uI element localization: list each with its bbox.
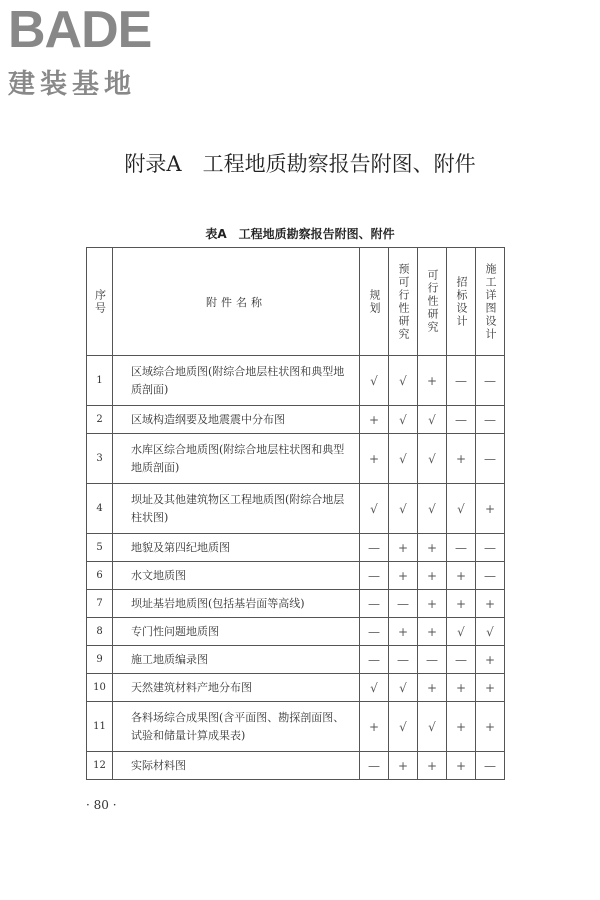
stage-mark: + bbox=[418, 534, 447, 562]
stage-mark: + bbox=[476, 646, 505, 674]
stage-mark: — bbox=[476, 406, 505, 434]
stage-mark: — bbox=[447, 406, 476, 434]
row-number: 1 bbox=[87, 356, 113, 406]
stage-mark: √ bbox=[476, 618, 505, 646]
attachment-name: 天然建筑材料产地分布图 bbox=[113, 674, 360, 702]
stage-mark: + bbox=[360, 702, 389, 752]
column-header-planning: 规划 bbox=[360, 248, 389, 356]
stage-mark: — bbox=[360, 562, 389, 590]
stage-mark: + bbox=[418, 618, 447, 646]
column-header-feasibility: 可行性研究 bbox=[418, 248, 447, 356]
table-caption: 表A 工程地质勘察报告附图、附件 bbox=[205, 227, 395, 241]
column-header-tender-design: 招标设计 bbox=[447, 248, 476, 356]
stage-mark: √ bbox=[389, 356, 418, 406]
row-number: 11 bbox=[87, 702, 113, 752]
table-row bbox=[87, 590, 505, 618]
logo bbox=[8, 1, 198, 101]
stage-mark: √ bbox=[389, 674, 418, 702]
stage-mark: — bbox=[360, 618, 389, 646]
stage-mark: √ bbox=[418, 406, 447, 434]
stage-mark: + bbox=[418, 562, 447, 590]
attachment-name: 区域综合地质图(附综合地层柱状图和典型地质剖面) bbox=[113, 356, 360, 406]
stage-mark: — bbox=[360, 534, 389, 562]
stage-mark: + bbox=[447, 434, 476, 484]
stage-mark: √ bbox=[389, 484, 418, 534]
stage-mark: √ bbox=[389, 434, 418, 484]
table-header-row bbox=[87, 248, 505, 356]
table-row bbox=[87, 752, 505, 780]
stage-mark: √ bbox=[418, 484, 447, 534]
row-number: 10 bbox=[87, 674, 113, 702]
logo-subtitle: 建装基地 bbox=[8, 69, 136, 100]
attachment-name: 坝址及其他建筑物区工程地质图(附综合地层柱状图) bbox=[113, 484, 360, 534]
row-number: 2 bbox=[87, 406, 113, 434]
attachment-name: 实际材料图 bbox=[113, 752, 360, 780]
column-header-construction-design: 施工详图设计 bbox=[476, 248, 505, 356]
stage-mark: + bbox=[418, 674, 447, 702]
stage-mark: + bbox=[389, 752, 418, 780]
row-number: 6 bbox=[87, 562, 113, 590]
attachment-name: 水库区综合地质图(附综合地层柱状图和典型地质剖面) bbox=[113, 434, 360, 484]
stage-mark: + bbox=[476, 590, 505, 618]
annex-table bbox=[86, 247, 505, 780]
stage-mark: — bbox=[389, 590, 418, 618]
stage-mark: — bbox=[447, 646, 476, 674]
row-number: 9 bbox=[87, 646, 113, 674]
stage-mark: — bbox=[447, 356, 476, 406]
page-number: · 80 · bbox=[86, 798, 117, 812]
stage-mark: + bbox=[447, 674, 476, 702]
stage-mark: √ bbox=[360, 484, 389, 534]
stage-mark: + bbox=[447, 752, 476, 780]
attachment-name: 各料场综合成果图(含平面图、勘探剖面图、试验和储量计算成果表) bbox=[113, 702, 360, 752]
table-row bbox=[87, 484, 505, 534]
stage-mark: √ bbox=[447, 618, 476, 646]
row-number: 8 bbox=[87, 618, 113, 646]
stage-mark: — bbox=[360, 646, 389, 674]
stage-mark: + bbox=[447, 702, 476, 752]
stage-mark: — bbox=[476, 356, 505, 406]
stage-mark: — bbox=[476, 434, 505, 484]
stage-mark: + bbox=[476, 702, 505, 752]
page-title: 附录A 工程地质勘察报告附图、附件 bbox=[124, 152, 476, 176]
stage-mark: + bbox=[389, 618, 418, 646]
stage-mark: √ bbox=[389, 406, 418, 434]
attachment-name: 坝址基岩地质图(包括基岩面等高线) bbox=[113, 590, 360, 618]
stage-mark: — bbox=[476, 534, 505, 562]
stage-mark: + bbox=[389, 534, 418, 562]
stage-mark: + bbox=[360, 434, 389, 484]
stage-mark: √ bbox=[418, 702, 447, 752]
stage-mark: — bbox=[476, 562, 505, 590]
row-number: 5 bbox=[87, 534, 113, 562]
attachment-name: 专门性问题地质图 bbox=[113, 618, 360, 646]
table-row bbox=[87, 534, 505, 562]
stage-mark: — bbox=[360, 590, 389, 618]
stage-mark: + bbox=[418, 752, 447, 780]
stage-mark: + bbox=[389, 562, 418, 590]
table-body bbox=[87, 356, 505, 780]
stage-mark: + bbox=[476, 674, 505, 702]
column-header-no: 序号 bbox=[87, 248, 113, 356]
row-number: 12 bbox=[87, 752, 113, 780]
row-number: 3 bbox=[87, 434, 113, 484]
stage-mark: √ bbox=[447, 484, 476, 534]
attachment-name: 施工地质编录图 bbox=[113, 646, 360, 674]
stage-mark: + bbox=[447, 562, 476, 590]
stage-mark: √ bbox=[389, 702, 418, 752]
row-number: 4 bbox=[87, 484, 113, 534]
stage-mark: + bbox=[447, 590, 476, 618]
stage-mark: — bbox=[447, 534, 476, 562]
table-row bbox=[87, 702, 505, 752]
column-header-prefeasibility: 预可行性研究 bbox=[389, 248, 418, 356]
table-row bbox=[87, 406, 505, 434]
row-number: 7 bbox=[87, 590, 113, 618]
stage-mark: + bbox=[418, 356, 447, 406]
stage-mark: + bbox=[360, 406, 389, 434]
attachment-name: 区域构造纲要及地震震中分布图 bbox=[113, 406, 360, 434]
stage-mark: — bbox=[418, 646, 447, 674]
attachment-name: 水文地质图 bbox=[113, 562, 360, 590]
table-row bbox=[87, 356, 505, 406]
attachment-name: 地貌及第四纪地质图 bbox=[113, 534, 360, 562]
table-row bbox=[87, 562, 505, 590]
stage-mark: √ bbox=[418, 434, 447, 484]
table-row bbox=[87, 618, 505, 646]
stage-mark: — bbox=[476, 752, 505, 780]
stage-mark: √ bbox=[360, 674, 389, 702]
column-header-name: 附件名称 bbox=[113, 248, 360, 356]
table-row bbox=[87, 434, 505, 484]
stage-mark: — bbox=[389, 646, 418, 674]
stage-mark: + bbox=[476, 484, 505, 534]
table-row bbox=[87, 674, 505, 702]
stage-mark: √ bbox=[360, 356, 389, 406]
stage-mark: + bbox=[418, 590, 447, 618]
stage-mark: — bbox=[360, 752, 389, 780]
logo-wordmark: BADE bbox=[8, 1, 152, 59]
table-row bbox=[87, 646, 505, 674]
